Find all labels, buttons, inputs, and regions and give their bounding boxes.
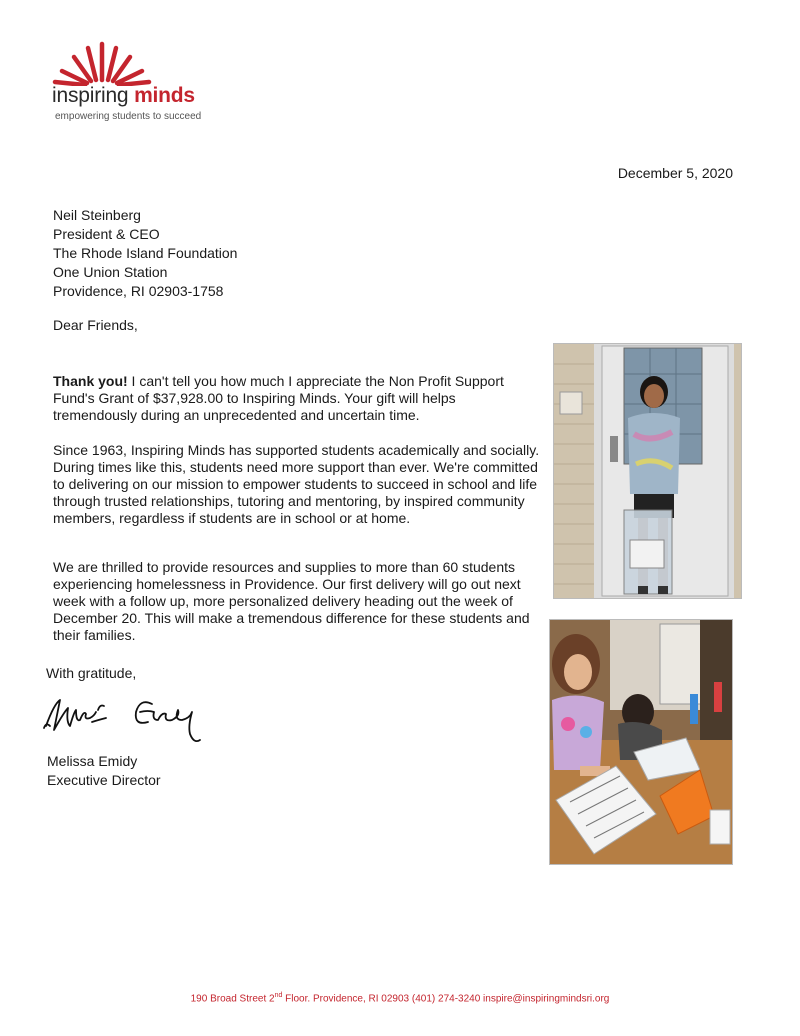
- thank-you-bold: Thank you!: [53, 373, 128, 389]
- sunburst-logo-icon: [52, 40, 162, 86]
- recipient-street: One Union Station: [53, 264, 168, 280]
- signer-block: [47, 752, 161, 790]
- body-paragraph-3: We are thrilled to provide resources and supplies to more than 60 students experiencing homelessness in Providence. Our first delivery will go out next week with a follow up, more personalized delivery heading out the week of December 20. This will make a tremendous difference for these students and their families.: [53, 559, 530, 643]
- organization-logo: [52, 40, 242, 125]
- signer-name: Melissa Emidy: [47, 753, 138, 769]
- closing: With gratitude,: [46, 665, 137, 681]
- body-paragraph-2: Since 1963, Inspiring Minds has supported students academically and socially. During times like this, students need more support than ever. We're committed to delivering on our mission to empower students to succeed in school and life through trusted relationships, tutoring and mentoring, by inspired community members, regardless if students are in school or at home.: [53, 442, 540, 526]
- recipient-organization: The Rhode Island Foundation: [53, 245, 238, 261]
- student-doorway-image: [554, 344, 741, 598]
- student-doorway-photo: [553, 343, 742, 599]
- footer-contact: 190 Broad Street 2nd Floor. Providence, RI 02903 (401) 274-3240 inspire@inspiringmindsri.org: [190, 992, 610, 1005]
- recipient-city: Providence, RI 02903-1758: [53, 283, 224, 299]
- body-paragraph-1: [53, 373, 543, 424]
- signer-title: Executive Director: [47, 772, 161, 788]
- salutation: Dear Friends,: [53, 317, 138, 333]
- logo-tagline: empowering students to succeed: [55, 111, 202, 122]
- recipient-address: [53, 206, 237, 301]
- students-studying-image: [550, 620, 732, 864]
- logo-wordmark: inspiring minds: [52, 84, 195, 107]
- recipient-title: President & CEO: [53, 226, 160, 242]
- handwritten-signature: [40, 690, 230, 750]
- students-studying-photo: [549, 619, 733, 865]
- paragraph-1-text: I can't tell you how much I appreciate the Non Profit Support Fund's Grant of $37,928.00 to Inspiring Minds. Your gift will helps tremendously during an unprecedented and uncertain time.: [53, 373, 504, 423]
- recipient-name: Neil Steinberg: [53, 207, 141, 223]
- letter-date: December 5, 2020: [617, 165, 733, 181]
